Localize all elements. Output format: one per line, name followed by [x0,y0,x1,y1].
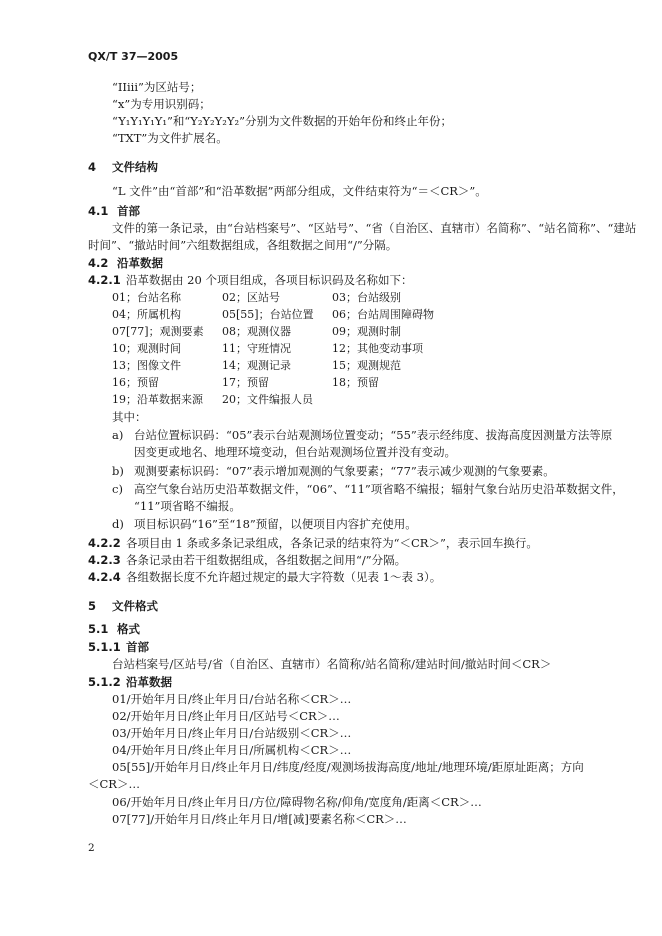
format-line: 03/开始年月日/终止年月日/台站级别＜CR＞… [112,726,352,740]
intro-line: “IIiii”为区站号； [112,80,202,94]
section-4-2-3-number: 4.2.3 [88,553,121,567]
item-code: 11；守班情况 [222,342,291,355]
section-4-2-4-number: 4.2.4 [88,570,121,584]
page-number: 2 [88,842,95,854]
item-code: 05[55]；台站位置 [222,308,314,321]
item-code: 16；预留 [112,376,159,389]
section-4-title: 文件结构 [112,160,158,174]
section-5-1-number: 5.1 [88,622,109,636]
section-5-1-2-number: 5.1.2 [88,675,121,689]
section-4-2-4-text: 各组数据长度不允许超过规定的最大字符数（见表 1～表 3）。 [126,570,442,584]
format-line: 04/开始年月日/终止年月日/所属机构＜CR＞… [112,743,352,757]
note-text: “11”项省略不编报。 [134,499,241,513]
item-code: 13；图像文件 [112,359,181,372]
item-code: 15；观测规范 [332,359,401,372]
section-4-body: “L 文件”由“首部”和“沿革数据”两部分组成，文件结束符为“＝＜CR＞”。 [112,184,487,198]
section-5-title: 文件格式 [112,599,158,613]
note-text: 台站位置标识码：“05”表示台站观测场位置变动；“55”表示经纬度、拔海高度因测量方法等原 [134,428,613,442]
section-4-2-1-text: 沿革数据由 20 个项目组成，各项目标识码及名称如下： [126,273,413,287]
note-label: d) [112,517,124,531]
note-text: 高空气象台站历史沿革数据文件，“06”、“11”项省略不编报；辐射气象台站历史沿革数据文件， [134,482,624,496]
format-line: 05[55]/开始年月日/终止年月日/纬度/经度/观测场拔海高度/地址/地理环境/距原址距离；方向 [112,760,584,774]
item-code: 01；台站名称 [112,291,181,304]
document-header: QX/T 37—2005 [88,50,179,63]
format-line: 06/开始年月日/终止年月日/方位/障碍物名称/仰角/宽度角/距离＜CR＞… [112,795,482,809]
item-code: 12；其他变动事项 [332,342,423,355]
section-4-1-text: 文件的第一条记录，由“台站档案号”、“区站号”、“省（自治区、直辖市）名简称”、“站名简称”、“建站 [112,221,637,235]
item-code: 02；区站号 [222,291,280,304]
item-code: 18；预留 [332,376,379,389]
note-label: b) [112,464,124,478]
format-line: 07[77]/开始年月日/终止年月日/增[减]要素名称＜CR＞… [112,812,407,826]
section-5-1-2-title: 沿革数据 [126,675,172,689]
section-4-2-number: 4.2 [88,256,109,270]
note-label: c) [112,482,123,496]
item-code: 07[77]；观测要素 [112,325,204,338]
format-line: 01/开始年月日/终止年月日/台站名称＜CR＞… [112,692,352,706]
section-4-2-3-text: 各条记录由若干组数据组成，各组数据之间用“/”分隔。 [126,553,407,567]
item-code: 03；台站级别 [332,291,401,304]
among-label: 其中： [112,410,147,424]
intro-line: “TXT”为文件扩展名。 [112,131,228,145]
section-5-1-title: 格式 [117,622,140,636]
item-code: 10；观测时间 [112,342,181,355]
note-text: 因变更或地名、地理环境变动，但台站观测场位置并没有变动。 [134,445,456,459]
item-code: 06；台站周围障碍物 [332,308,434,321]
format-line: 02/开始年月日/终止年月日/区站号＜CR＞… [112,709,340,723]
intro-line: “Y₁Y₁Y₁Y₁”和“Y₂Y₂Y₂Y₂”分别为文件数据的开始年份和终止年份； [112,114,452,128]
section-4-1-title: 首部 [117,204,140,218]
section-4-number: 4 [88,160,97,174]
section-4-2-2-number: 4.2.2 [88,536,121,550]
section-5-1-1-title: 首部 [126,640,149,654]
section-5-number: 5 [88,599,97,613]
item-code: 09；观测时制 [332,325,401,338]
format-line: ＜CR＞… [88,777,140,791]
section-4-2-2-text: 各项目由 1 条或多条记录组成，各条记录的结束符为“＜CR＞”，表示回车换行。 [126,536,538,550]
item-code: 04；所属机构 [112,308,181,321]
item-code: 17；预留 [222,376,269,389]
section-4-1-text: 时间”、“撤站时间”六组数据组成，各组数据之间用“/”分隔。 [88,238,398,252]
note-label: a) [112,428,124,442]
item-code: 08；观测仪器 [222,325,291,338]
note-text: 项目标识码“16”至“18”预留，以便项目内容扩充使用。 [134,517,417,531]
item-code: 19；沿革数据来源 [112,393,203,406]
item-code: 14；观测记录 [222,359,291,372]
header-format-line: 台站档案号/区站号/省（自治区、直辖市）名简称/站名简称/建站时间/撤站时间＜CR＞ [112,657,552,671]
section-4-1-number: 4.1 [88,204,109,218]
section-4-2-1-number: 4.2.1 [88,273,121,287]
section-4-2-title: 沿革数据 [117,256,163,270]
intro-line: “x”为专用识别码； [112,97,211,111]
note-text: 观测要素标识码：“07”表示增加观测的气象要素；“77”表示减少观测的气象要素。 [134,464,555,478]
item-code: 20；文件编报人员 [222,393,313,406]
section-5-1-1-number: 5.1.1 [88,640,121,654]
